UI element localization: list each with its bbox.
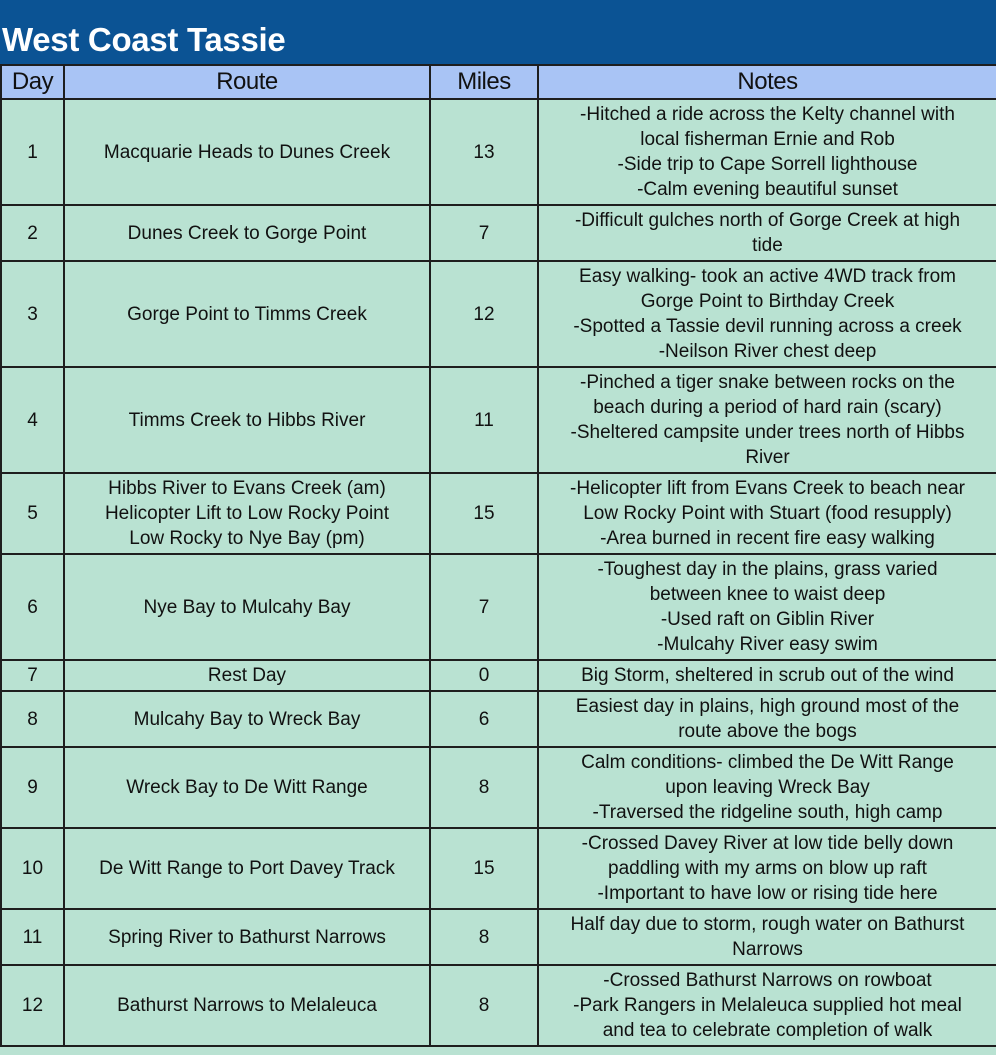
route-cell[interactable] bbox=[64, 205, 430, 261]
note-line: paddling with my arms on blow up raft bbox=[608, 858, 927, 879]
header-row bbox=[1, 65, 996, 99]
route-line: Low Rocky to Nye Bay (pm) bbox=[129, 528, 365, 549]
route-cell[interactable] bbox=[64, 828, 430, 909]
notes-cell[interactable] bbox=[538, 99, 996, 205]
route-cell[interactable] bbox=[64, 691, 430, 747]
note-line: -Toughest day in the plains, grass varied bbox=[597, 559, 938, 580]
route-cell[interactable] bbox=[64, 99, 430, 205]
note-line: tide bbox=[752, 235, 783, 256]
route-line: Spring River to Bathurst Narrows bbox=[108, 926, 386, 948]
miles-cell[interactable]: 0 bbox=[430, 660, 538, 691]
notes-cell[interactable] bbox=[538, 473, 996, 554]
note-line: -Area burned in recent fire easy walking bbox=[600, 528, 935, 549]
note-line: between knee to waist deep bbox=[649, 584, 886, 605]
table-row bbox=[1, 554, 996, 660]
note-line: -Crossed Bathurst Narrows on rowboat bbox=[603, 970, 932, 991]
note-line: Big Storm, sheltered in scrub out of the wind bbox=[581, 665, 954, 686]
route-line: Helicopter Lift to Low Rocky Point bbox=[104, 503, 390, 524]
table-row bbox=[1, 909, 996, 965]
day-cell[interactable]: 3 bbox=[1, 261, 64, 367]
note-line: Easy walking- took an active 4WD track from bbox=[579, 266, 956, 287]
page-title: West Coast Tassie bbox=[2, 21, 286, 58]
note-line: River bbox=[745, 447, 790, 468]
route-line: Wreck Bay to De Witt Range bbox=[126, 777, 368, 798]
note-line: -Calm evening beautiful sunset bbox=[637, 179, 898, 200]
route-cell[interactable] bbox=[64, 367, 430, 473]
miles-cell[interactable]: 7 bbox=[430, 554, 538, 660]
note-line: -Crossed Davey River at low tide belly down bbox=[581, 833, 954, 854]
route-line: Nye Bay to Mulcahy Bay bbox=[143, 596, 351, 618]
notes-cell[interactable] bbox=[538, 660, 996, 691]
table-row bbox=[1, 99, 996, 205]
table-row bbox=[1, 828, 996, 909]
table-row bbox=[1, 473, 996, 554]
miles-cell[interactable]: 13 bbox=[430, 99, 538, 205]
note-line: -Important to have low or rising tide here bbox=[597, 883, 938, 904]
note-line: -Mulcahy River easy swim bbox=[657, 634, 878, 655]
note-line: -Pinched a tiger snake between rocks on the bbox=[580, 372, 955, 393]
header-miles[interactable]: Miles bbox=[430, 65, 538, 99]
day-cell[interactable]: 12 bbox=[1, 965, 64, 1046]
note-line: -Sheltered campsite under trees north of Hibbs bbox=[570, 422, 965, 443]
note-line: Low Rocky Point with Stuart (food resupply) bbox=[583, 503, 952, 524]
miles-cell[interactable]: 11 bbox=[430, 367, 538, 473]
note-line: Narrows bbox=[732, 939, 803, 960]
note-line: Calm conditions- climbed the De Witt Range bbox=[581, 752, 954, 773]
route-cell[interactable] bbox=[64, 660, 430, 691]
note-line: upon leaving Wreck Bay bbox=[665, 777, 870, 798]
route-cell[interactable] bbox=[64, 554, 430, 660]
notes-cell[interactable] bbox=[538, 747, 996, 828]
route-line: Macquarie Heads to Dunes Creek bbox=[103, 141, 391, 163]
table-row bbox=[1, 205, 996, 261]
day-cell[interactable]: 10 bbox=[1, 828, 64, 909]
miles-cell[interactable]: 7 bbox=[430, 205, 538, 261]
trip-log-table bbox=[0, 64, 996, 1047]
day-cell[interactable]: 11 bbox=[1, 909, 64, 965]
miles-cell[interactable]: 15 bbox=[430, 473, 538, 554]
note-line: route above the bogs bbox=[678, 721, 857, 742]
note-line: -Traversed the ridgeline south, high camp bbox=[592, 802, 943, 823]
note-line: -Used raft on Giblin River bbox=[660, 609, 875, 630]
day-cell[interactable]: 2 bbox=[1, 205, 64, 261]
header-day[interactable]: Day bbox=[1, 65, 64, 99]
note-line: Gorge Point to Birthday Creek bbox=[640, 291, 895, 312]
miles-cell[interactable]: 15 bbox=[430, 828, 538, 909]
route-line: De Witt Range to Port Davey Track bbox=[99, 858, 395, 879]
title-bar bbox=[0, 0, 996, 64]
note-line: -Side trip to Cape Sorrell lighthouse bbox=[617, 154, 918, 175]
note-line: Half day due to storm, rough water on Bathurst bbox=[570, 914, 965, 935]
miles-cell[interactable]: 8 bbox=[430, 965, 538, 1046]
miles-cell[interactable]: 8 bbox=[430, 747, 538, 828]
notes-cell[interactable] bbox=[538, 691, 996, 747]
route-cell[interactable] bbox=[64, 747, 430, 828]
route-line: Gorge Point to Timms Creek bbox=[127, 303, 367, 325]
route-line: Timms Creek to Hibbs River bbox=[128, 409, 366, 431]
header-notes[interactable]: Notes bbox=[538, 65, 996, 99]
table-row bbox=[1, 261, 996, 367]
notes-cell[interactable] bbox=[538, 205, 996, 261]
note-line: and tea to celebrate completion of walk bbox=[602, 1020, 933, 1041]
day-cell[interactable]: 4 bbox=[1, 367, 64, 473]
table-row bbox=[1, 660, 996, 691]
note-line: -Hitched a ride across the Kelty channel with bbox=[580, 104, 955, 125]
route-cell[interactable] bbox=[64, 965, 430, 1046]
route-line: Bathurst Narrows to Melaleuca bbox=[117, 995, 377, 1016]
notes-cell[interactable] bbox=[538, 828, 996, 909]
notes-cell[interactable] bbox=[538, 965, 996, 1046]
note-line: Easiest day in plains, high ground most of the bbox=[575, 696, 960, 717]
note-line: -Spotted a Tassie devil running across a creek bbox=[573, 316, 962, 337]
note-line: -Park Rangers in Melaleuca supplied hot meal bbox=[573, 995, 962, 1016]
notes-cell[interactable] bbox=[538, 261, 996, 367]
route-line: Mulcahy Bay to Wreck Bay bbox=[133, 708, 361, 730]
note-line: local fisherman Ernie and Rob bbox=[640, 129, 895, 150]
route-line: Hibbs River to Evans Creek (am) bbox=[108, 478, 386, 499]
miles-cell[interactable]: 6 bbox=[430, 691, 538, 747]
day-cell[interactable]: 7 bbox=[1, 660, 64, 691]
route-cell[interactable] bbox=[64, 909, 430, 965]
table-row bbox=[1, 747, 996, 828]
day-cell[interactable]: 5 bbox=[1, 473, 64, 554]
route-line: Dunes Creek to Gorge Point bbox=[127, 222, 367, 244]
note-line: -Difficult gulches north of Gorge Creek at high bbox=[574, 210, 961, 231]
notes-cell[interactable] bbox=[538, 367, 996, 473]
day-cell[interactable]: 1 bbox=[1, 99, 64, 205]
notes-cell[interactable] bbox=[538, 554, 996, 660]
notes-cell[interactable] bbox=[538, 909, 996, 965]
table-row bbox=[1, 965, 996, 1046]
table-row bbox=[1, 691, 996, 747]
table-body bbox=[1, 99, 996, 1046]
header-route[interactable]: Route bbox=[64, 65, 430, 99]
route-line: Rest Day bbox=[207, 665, 287, 686]
day-cell[interactable]: 9 bbox=[1, 747, 64, 828]
route-cell[interactable] bbox=[64, 261, 430, 367]
route-cell[interactable] bbox=[64, 473, 430, 554]
note-line: -Helicopter lift from Evans Creek to beach near bbox=[570, 478, 965, 499]
table-row bbox=[1, 367, 996, 473]
miles-cell[interactable]: 8 bbox=[430, 909, 538, 965]
miles-cell[interactable]: 12 bbox=[430, 261, 538, 367]
note-line: -Neilson River chest deep bbox=[658, 341, 877, 362]
day-cell[interactable]: 6 bbox=[1, 554, 64, 660]
note-line: beach during a period of hard rain (scary) bbox=[593, 397, 942, 418]
day-cell[interactable]: 8 bbox=[1, 691, 64, 747]
